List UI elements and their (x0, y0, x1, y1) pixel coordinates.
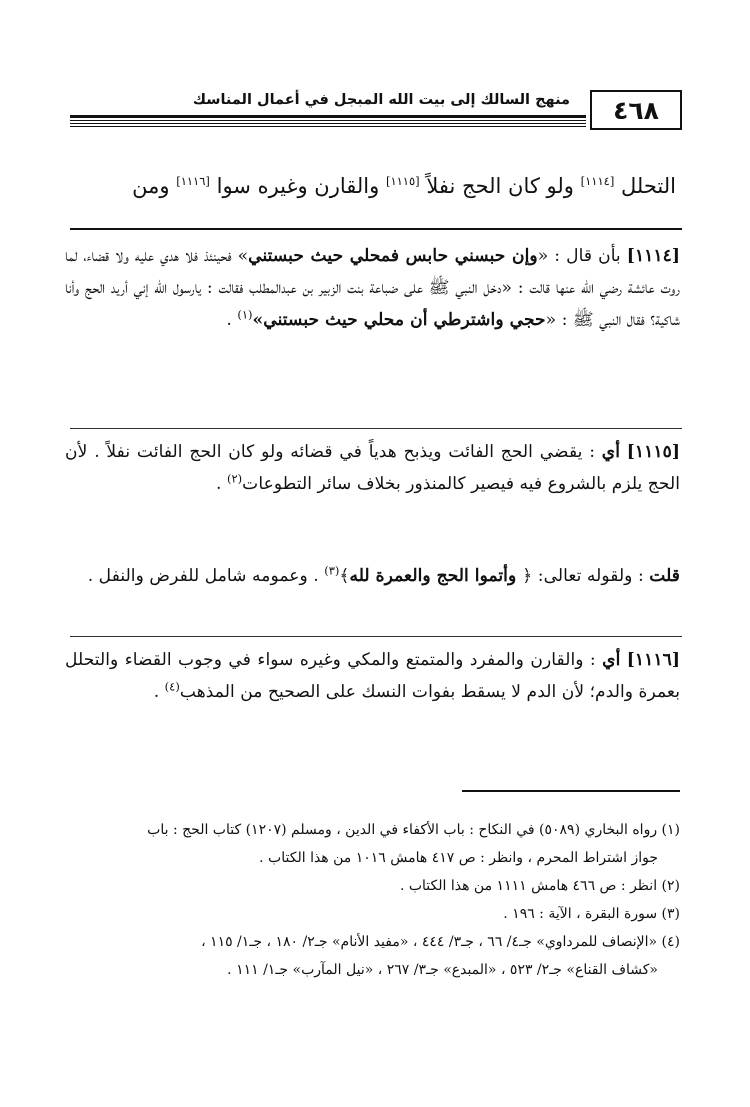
quran-verse: وأتموا الحج والعمرة لله (349, 566, 523, 586)
footnote-4-cont: «كشاف القناع» جـ٢/ ٥٢٣ ، «المبدع» جـ٣/ ٢٦٧ ، «نيل المآرب» جـ١/ ١١١ . (227, 962, 658, 978)
note-1114 (65, 240, 680, 336)
footnote-ref: (٢) (226, 471, 243, 486)
note-text: ﴾ (339, 566, 350, 586)
main-text: التحلل (621, 174, 676, 198)
note-1116 (65, 644, 680, 708)
note-text: . (153, 682, 165, 702)
header-rule (70, 120, 586, 121)
note-text: : يقضي الحج الفائت ويذبح هدياً في قضائه ولو كان الحج الفائت نفلاً . لأن الحج يلزم بالشروع فيه فيصير كالمنذور بخلاف سائر التطوعات (65, 442, 680, 494)
footnote-ref: (٣) (324, 563, 340, 578)
note-divider (70, 636, 682, 637)
note-lead: أي (602, 650, 621, 670)
main-text: والقارن وغيره سوا (216, 174, 380, 198)
footnote-4: (٤) «الإنصاف للمرداوي» جـ٤/ ٦٦ ، جـ٣/ ٤٤٤ ، «مفيد الأنام» جـ٢/ ١٨٠ ، جـ١/ ١١٥ ، (201, 934, 680, 950)
footnote-2: (٢) انظر : ص ٤٦٦ هامش ١١١١ من هذا الكتاب . (399, 878, 680, 894)
header-rule (70, 123, 586, 124)
header-rule (70, 115, 586, 118)
note-text: . وعمومه شامل للفرض والنفل . (87, 566, 325, 586)
footnote-1: (١) رواه البخاري (٥٠٨٩) في النكاح : باب الأكفاء في الدين ، ومسلم (١٢٠٧) كتاب الحج : باب (147, 822, 680, 838)
main-text: ومن (132, 174, 170, 198)
footnote-separator (462, 790, 680, 792)
footnote-3: (٣) سورة البقرة ، الآية : ١٩٦ . (503, 906, 680, 922)
main-text: ولو كان الحج نفلاً (426, 174, 574, 198)
note-text: » (252, 310, 264, 330)
note-text: . (216, 474, 227, 494)
note-number: [١١١٦] (626, 650, 680, 670)
note-ref: [١١١٤] (580, 174, 615, 188)
hadith-quote: حجي واشترطي أن محلي حيث حبستني (263, 310, 546, 330)
page-number: ٤٦٨ (590, 90, 682, 130)
note-divider (70, 428, 682, 429)
note-text: بأن قال : « (537, 246, 621, 266)
note-lead: قلت (649, 566, 680, 586)
note-text: : ولقوله تعالى: ﴿ (522, 566, 644, 586)
hadith-quote: وإن حبسني حابس فمحلي حيث حبستني (248, 246, 538, 266)
page-header (70, 88, 682, 132)
note-ref: [١١١٥] (385, 174, 420, 188)
note-number: [١١١٥] (626, 442, 680, 462)
note-ref: [١١١٦] (176, 174, 210, 188)
note-qult (65, 560, 680, 592)
note-number: [١١١٤] (626, 246, 681, 266)
note-lead: أي (601, 442, 620, 462)
footnote-ref: (١) (237, 307, 253, 322)
section-separator (70, 228, 682, 230)
note-text: . (226, 310, 238, 330)
main-text-line (66, 168, 676, 204)
note-text: : والقارن والمفرد والمتمتع والمكي وغيره سواء في وجوب القضاء والتحلل بعمرة والدم؛ لأن الدم لا يسقط بفوات النسك على الصحيح من المذهب (65, 650, 680, 702)
running-title: منهج السالك إلى بيت الله المبجل في أعمال المناسك (192, 92, 570, 108)
footnote-ref: (٤) (164, 679, 180, 694)
note-text: » فحينئذ فلا هدي عليه ولا قضاء، لما روت عائشة رضي الله عنها قالت : «دخل النبي ﷺ على ضباعة بنت الزبير بن عبدالمطلب فقالت : يارسول الله إني أريد الحج وأنا شاكية؟ فقال النبي ﷺ : « (65, 246, 680, 330)
footnote-1-cont: جواز اشتراط المحرم ، وانظر : ص ٤١٧ هامش ١٠١٦ من هذا الكتاب . (259, 850, 658, 866)
note-1115 (65, 436, 680, 500)
header-rule (70, 126, 586, 127)
